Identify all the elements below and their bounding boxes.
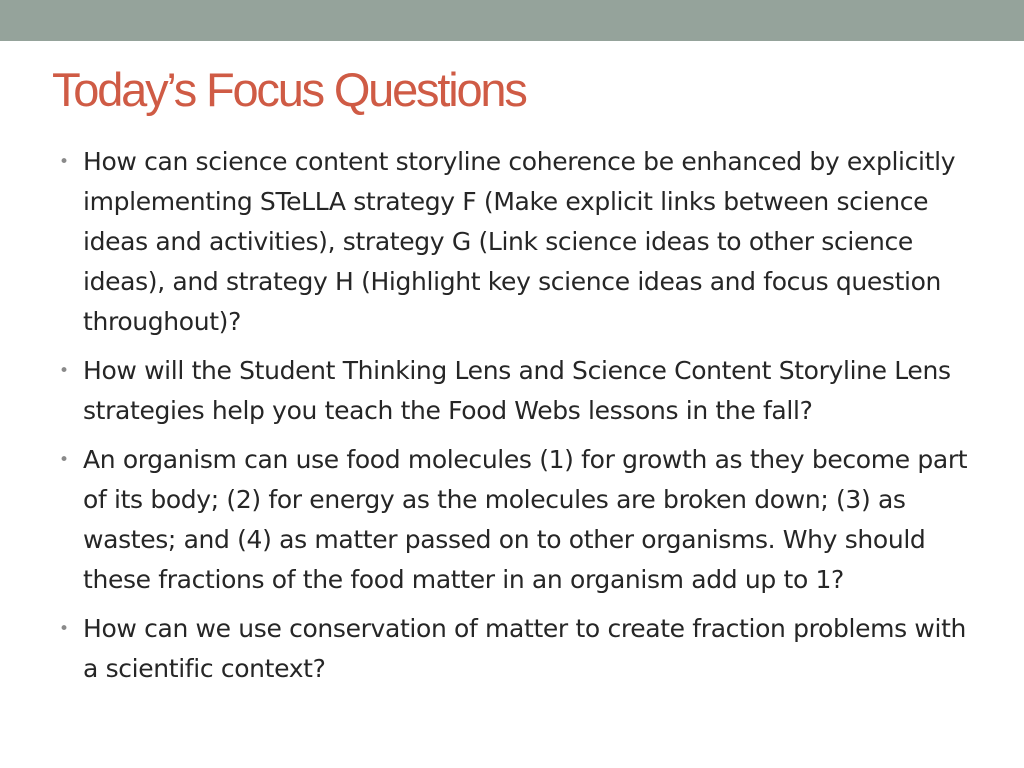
bullet-item	[57, 440, 987, 600]
slide-title: Today’s Focus Questions	[52, 63, 526, 116]
bullet-dot-icon: •	[59, 361, 70, 381]
top-band	[0, 0, 1024, 41]
bullet-list	[57, 142, 987, 698]
bullet-item	[57, 142, 987, 342]
bullet-dot-icon: •	[59, 450, 70, 470]
bullet-text: An organism can use food molecules (1) for growth as they become part of its body; (2) for energy as the molecules are broken down; (3) as wastes; and (4) as matter passed on to other organisms. Why should these fractions of the food matter in an organism add up to 1?	[83, 445, 968, 594]
bullet-text: How will the Student Thinking Lens and Science Content Storyline Lens strategies help you teach the Food Webs lessons in the fall?	[83, 356, 951, 425]
bullet-item	[57, 351, 987, 431]
bullet-dot-icon: •	[59, 619, 70, 639]
bullet-text: How can we use conservation of matter to create fraction problems with a scientific context?	[83, 614, 967, 683]
bullet-item	[57, 609, 987, 689]
bullet-dot-icon: •	[59, 152, 70, 172]
bullet-text: How can science content storyline coherence be enhanced by explicitly implementing STeLLA strategy F (Make explicit links between science ideas and activities), strategy G (Link science ideas to other science ideas), and strategy H (Highlight key science ideas and focus question throughout)?	[83, 147, 956, 336]
